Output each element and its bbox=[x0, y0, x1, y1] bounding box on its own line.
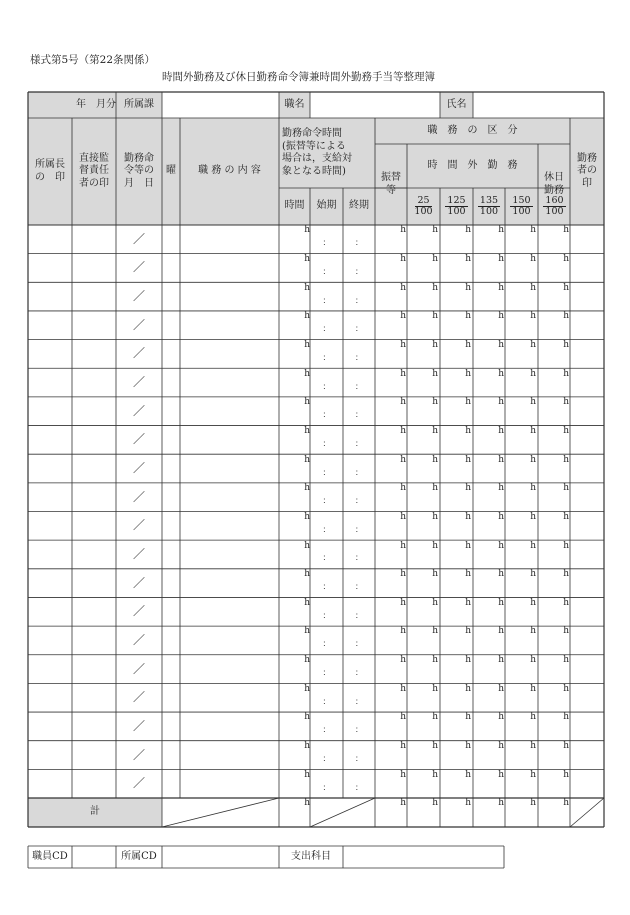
hour-mark: h bbox=[304, 712, 310, 723]
hour-mark: h bbox=[530, 454, 536, 465]
total-hour-mark: h bbox=[304, 798, 310, 809]
start-colon: ： bbox=[322, 352, 331, 362]
hour-mark: h bbox=[530, 540, 536, 551]
hour-mark: h bbox=[432, 254, 438, 265]
weekday-header: 曜 bbox=[166, 165, 176, 177]
hour-mark: h bbox=[465, 511, 471, 522]
hour-mark: h bbox=[432, 655, 438, 666]
hour-mark: h bbox=[465, 741, 471, 752]
total-hour-mark: h bbox=[563, 798, 569, 809]
hour-mark: h bbox=[432, 282, 438, 293]
hour-mark: h bbox=[432, 597, 438, 608]
duties-header: 職 務 の 内 容 bbox=[198, 165, 261, 177]
start-colon: ： bbox=[322, 553, 331, 563]
start-colon: ： bbox=[322, 381, 331, 391]
hour-mark: h bbox=[400, 339, 406, 350]
hour-mark: h bbox=[563, 712, 569, 723]
date-slash: ／ bbox=[132, 489, 145, 504]
hour-mark: h bbox=[465, 282, 471, 293]
hour-mark: h bbox=[400, 769, 406, 780]
name-label: 氏名 bbox=[446, 98, 467, 110]
date-slash: ／ bbox=[132, 747, 145, 762]
end-colon: ： bbox=[355, 668, 363, 678]
hour-mark: h bbox=[400, 397, 406, 408]
hour-mark: h bbox=[498, 454, 504, 465]
chief-seal-header: 所属長 の 印 bbox=[35, 159, 65, 183]
hour-mark: h bbox=[563, 540, 569, 551]
rate-header bbox=[473, 188, 505, 225]
order-time-header: 勤務命令時間 (振替等による 場合は，支給対 象となる時間) bbox=[282, 128, 352, 177]
hour-mark: h bbox=[400, 712, 406, 723]
start-header: 始期 bbox=[316, 200, 337, 212]
hour-mark: h bbox=[530, 311, 536, 322]
hour-mark: h bbox=[465, 569, 471, 580]
hour-mark: h bbox=[465, 397, 471, 408]
hour-mark: h bbox=[304, 368, 310, 379]
date-slash: ／ bbox=[132, 461, 145, 475]
hour-mark: h bbox=[432, 339, 438, 350]
date-slash: ／ bbox=[132, 346, 145, 361]
hour-mark: h bbox=[304, 511, 310, 522]
hour-mark: h bbox=[530, 225, 536, 236]
hour-mark: h bbox=[400, 569, 406, 580]
end-colon: ： bbox=[355, 324, 363, 334]
start-colon: ： bbox=[322, 496, 331, 506]
hour-mark: h bbox=[530, 368, 536, 379]
hour-mark: h bbox=[432, 311, 438, 322]
hour-mark: h bbox=[400, 254, 406, 265]
hour-mark: h bbox=[498, 339, 504, 350]
end-colon: ： bbox=[355, 438, 363, 448]
start-colon: ： bbox=[322, 782, 331, 792]
hour-mark: h bbox=[498, 225, 504, 236]
worker-seal-header: 勤務 者の 印 bbox=[577, 152, 597, 189]
hour-mark: h bbox=[465, 712, 471, 723]
hour-mark: h bbox=[432, 683, 438, 694]
hour-mark: h bbox=[465, 311, 471, 322]
hour-mark: h bbox=[304, 769, 310, 780]
hour-mark: h bbox=[465, 368, 471, 379]
expense-label: 支出科目 bbox=[291, 850, 331, 862]
hour-mark: h bbox=[400, 225, 406, 236]
start-colon: ： bbox=[322, 295, 331, 305]
hour-mark: h bbox=[530, 397, 536, 408]
start-colon: ： bbox=[322, 266, 331, 276]
date-slash: ／ bbox=[132, 317, 145, 332]
hour-mark: h bbox=[465, 425, 471, 436]
rate-header bbox=[538, 188, 571, 225]
end-colon: ： bbox=[355, 782, 363, 792]
hour-mark: h bbox=[304, 425, 310, 436]
hour-mark: h bbox=[530, 712, 536, 723]
date-slash: ／ bbox=[132, 260, 145, 275]
hour-mark: h bbox=[432, 540, 438, 551]
start-colon: ： bbox=[322, 639, 331, 649]
rate-denominator: 100 bbox=[545, 206, 564, 217]
year-month-label: 年 月分 bbox=[76, 98, 116, 110]
rate-numerator: 160 bbox=[545, 195, 564, 207]
hour-mark: h bbox=[465, 254, 471, 265]
hour-mark: h bbox=[530, 769, 536, 780]
date-slash: ／ bbox=[132, 718, 145, 733]
rate-header bbox=[505, 188, 538, 225]
date-slash: ／ bbox=[132, 231, 145, 246]
rate-header bbox=[407, 188, 440, 225]
hour-mark: h bbox=[563, 282, 569, 293]
hour-mark: h bbox=[530, 683, 536, 694]
hour-mark: h bbox=[563, 368, 569, 379]
total-hour-mark: h bbox=[465, 798, 471, 809]
hour-mark: h bbox=[432, 368, 438, 379]
hour-mark: h bbox=[563, 425, 569, 436]
hour-mark: h bbox=[432, 769, 438, 780]
grid-line bbox=[162, 798, 279, 827]
hour-mark: h bbox=[400, 597, 406, 608]
hour-mark: h bbox=[304, 225, 310, 236]
hour-mark: h bbox=[400, 454, 406, 465]
hour-mark: h bbox=[304, 339, 310, 350]
end-colon: ： bbox=[355, 639, 363, 649]
hour-mark: h bbox=[432, 454, 438, 465]
total-label: 計 bbox=[90, 806, 100, 818]
hour-mark: h bbox=[432, 712, 438, 723]
hour-mark: h bbox=[498, 769, 504, 780]
hour-mark: h bbox=[304, 655, 310, 666]
grid-line bbox=[570, 798, 604, 827]
hour-mark: h bbox=[498, 368, 504, 379]
end-colon: ： bbox=[355, 410, 363, 420]
date-slash: ／ bbox=[132, 432, 145, 447]
date-slash: ／ bbox=[132, 690, 145, 705]
hour-mark: h bbox=[563, 339, 569, 350]
start-colon: ： bbox=[322, 725, 331, 735]
hour-mark: h bbox=[563, 454, 569, 465]
end-colon: ： bbox=[355, 295, 363, 305]
end-header: 終期 bbox=[349, 200, 369, 212]
rate-numerator: 25 bbox=[417, 195, 430, 207]
start-colon: ： bbox=[322, 524, 331, 534]
hour-mark: h bbox=[465, 683, 471, 694]
end-colon: ： bbox=[355, 725, 363, 735]
hour-mark: h bbox=[432, 225, 438, 236]
hour-mark: h bbox=[563, 769, 569, 780]
total-hour-mark: h bbox=[432, 798, 438, 809]
hour-mark: h bbox=[563, 655, 569, 666]
hour-mark: h bbox=[465, 626, 471, 637]
start-colon: ： bbox=[322, 410, 331, 420]
hour-mark: h bbox=[400, 540, 406, 551]
hour-mark: h bbox=[530, 569, 536, 580]
hour-mark: h bbox=[304, 454, 310, 465]
end-colon: ： bbox=[355, 524, 363, 534]
end-colon: ： bbox=[355, 352, 363, 362]
end-colon: ： bbox=[355, 582, 363, 592]
dept-label: 所属課 bbox=[124, 98, 154, 110]
hour-mark: h bbox=[563, 397, 569, 408]
hour-mark: h bbox=[563, 483, 569, 494]
order-date-header: 勤務命 令等の 月 日 bbox=[124, 152, 154, 189]
form-number-label: 様式第5号（第22条関係） bbox=[30, 54, 156, 66]
hour-mark: h bbox=[530, 511, 536, 522]
hour-mark: h bbox=[498, 511, 504, 522]
hour-mark: h bbox=[304, 311, 310, 322]
hour-mark: h bbox=[563, 511, 569, 522]
hour-mark: h bbox=[304, 683, 310, 694]
end-colon: ： bbox=[355, 238, 363, 248]
start-colon: ： bbox=[322, 582, 331, 592]
date-slash: ／ bbox=[132, 604, 145, 619]
hour-mark: h bbox=[530, 626, 536, 637]
hour-mark: h bbox=[304, 254, 310, 265]
start-colon: ： bbox=[322, 668, 331, 678]
rate-denominator: 100 bbox=[447, 206, 466, 217]
total-hour-mark: h bbox=[400, 798, 406, 809]
hour-mark: h bbox=[432, 511, 438, 522]
hour-mark: h bbox=[465, 339, 471, 350]
hour-mark: h bbox=[563, 254, 569, 265]
hour-mark: h bbox=[498, 540, 504, 551]
hour-mark: h bbox=[530, 339, 536, 350]
hour-mark: h bbox=[563, 626, 569, 637]
rate-denominator: 100 bbox=[512, 206, 531, 217]
date-slash: ／ bbox=[132, 575, 145, 590]
hour-mark: h bbox=[304, 741, 310, 752]
form-title: 時間外勤務及び休日勤務命令簿兼時間外勤務手当等整理簿 bbox=[162, 71, 435, 83]
start-colon: ： bbox=[322, 438, 331, 448]
hour-mark: h bbox=[563, 311, 569, 322]
date-slash: ／ bbox=[132, 661, 145, 676]
hour-mark: h bbox=[563, 597, 569, 608]
start-colon: ： bbox=[322, 238, 331, 248]
hour-mark: h bbox=[465, 655, 471, 666]
hour-mark: h bbox=[304, 569, 310, 580]
hour-mark: h bbox=[400, 425, 406, 436]
hour-mark: h bbox=[498, 397, 504, 408]
hour-mark: h bbox=[400, 655, 406, 666]
hour-mark: h bbox=[400, 741, 406, 752]
hour-mark: h bbox=[400, 511, 406, 522]
rate-numerator: 125 bbox=[447, 195, 466, 207]
holiday-header: 休日 勤務 bbox=[544, 172, 564, 196]
hour-mark: h bbox=[400, 483, 406, 494]
hour-mark: h bbox=[530, 254, 536, 265]
start-colon: ： bbox=[322, 324, 331, 334]
total-hour-mark: h bbox=[498, 798, 504, 809]
hour-mark: h bbox=[530, 597, 536, 608]
end-colon: ： bbox=[355, 266, 363, 276]
hour-mark: h bbox=[432, 569, 438, 580]
dept-cd-label: 所属CD bbox=[121, 850, 157, 862]
hour-mark: h bbox=[563, 683, 569, 694]
hour-mark: h bbox=[432, 483, 438, 494]
hour-mark: h bbox=[304, 540, 310, 551]
start-colon: ： bbox=[322, 754, 331, 763]
hour-mark: h bbox=[498, 712, 504, 723]
supervisor-seal-header: 直接監 督責任 者の印 bbox=[79, 152, 109, 189]
hour-mark: h bbox=[530, 483, 536, 494]
date-slash: ／ bbox=[132, 403, 145, 418]
category-header: 職 務 の 区 分 bbox=[427, 124, 518, 136]
hour-mark: h bbox=[498, 626, 504, 637]
hour-mark: h bbox=[563, 741, 569, 752]
hour-mark: h bbox=[304, 597, 310, 608]
post-label: 職名 bbox=[284, 98, 305, 110]
staff-cd-label: 職員CD bbox=[32, 850, 68, 862]
date-slash: ／ bbox=[132, 518, 145, 533]
hour-mark: h bbox=[465, 225, 471, 236]
hour-mark: h bbox=[530, 425, 536, 436]
date-slash: ／ bbox=[132, 632, 145, 647]
rate-numerator: 150 bbox=[512, 195, 531, 207]
rate-numerator: 135 bbox=[479, 195, 499, 207]
hour-mark: h bbox=[432, 397, 438, 408]
hour-mark: h bbox=[498, 655, 504, 666]
hour-mark: h bbox=[530, 741, 536, 752]
date-slash: ／ bbox=[132, 546, 145, 561]
hour-mark: h bbox=[304, 483, 310, 494]
hour-mark: h bbox=[498, 254, 504, 265]
hour-mark: h bbox=[400, 368, 406, 379]
hour-mark: h bbox=[530, 282, 536, 293]
total-hour-mark: h bbox=[530, 798, 536, 809]
date-slash: ／ bbox=[132, 776, 145, 791]
grid-line bbox=[310, 798, 375, 827]
end-colon: ： bbox=[355, 754, 363, 763]
hour-mark: h bbox=[304, 397, 310, 408]
hour-mark: h bbox=[530, 655, 536, 666]
hour-mark: h bbox=[465, 540, 471, 551]
hour-mark: h bbox=[498, 311, 504, 322]
hour-mark: h bbox=[465, 454, 471, 465]
transfer-header: 振替 等 bbox=[381, 172, 401, 196]
hour-mark: h bbox=[498, 569, 504, 580]
hour-mark: h bbox=[498, 483, 504, 494]
start-colon: ： bbox=[322, 467, 331, 477]
hour-mark: h bbox=[432, 425, 438, 436]
hour-mark: h bbox=[498, 282, 504, 293]
end-colon: ： bbox=[355, 496, 363, 506]
rate-header bbox=[440, 188, 473, 225]
hour-mark: h bbox=[304, 626, 310, 637]
hour-mark: h bbox=[465, 597, 471, 608]
rate-denominator: 100 bbox=[479, 206, 499, 217]
hour-mark: h bbox=[432, 741, 438, 752]
hour-mark: h bbox=[400, 683, 406, 694]
hour-mark: h bbox=[432, 626, 438, 637]
end-colon: ： bbox=[355, 696, 363, 706]
start-colon: ： bbox=[322, 610, 331, 620]
hour-mark: h bbox=[498, 597, 504, 608]
overtime-header: 時 間 外 勤 務 bbox=[427, 159, 518, 171]
hour-mark: h bbox=[498, 425, 504, 436]
hour-mark: h bbox=[400, 282, 406, 293]
hour-mark: h bbox=[563, 225, 569, 236]
hour-mark: h bbox=[563, 569, 569, 580]
hour-mark: h bbox=[498, 683, 504, 694]
date-slash: ／ bbox=[132, 289, 145, 304]
end-colon: ： bbox=[355, 381, 363, 391]
hour-mark: h bbox=[400, 311, 406, 322]
date-slash: ／ bbox=[132, 375, 145, 390]
end-colon: ： bbox=[355, 610, 363, 620]
end-colon: ： bbox=[355, 553, 363, 563]
rate-denominator: 100 bbox=[414, 206, 433, 217]
start-colon: ： bbox=[322, 696, 331, 706]
hour-mark: h bbox=[498, 741, 504, 752]
hours-header: 時間 bbox=[284, 200, 305, 212]
hour-mark: h bbox=[465, 769, 471, 780]
end-colon: ： bbox=[355, 467, 363, 477]
hour-mark: h bbox=[304, 282, 310, 293]
hour-mark: h bbox=[400, 626, 406, 637]
hour-mark: h bbox=[465, 483, 471, 494]
